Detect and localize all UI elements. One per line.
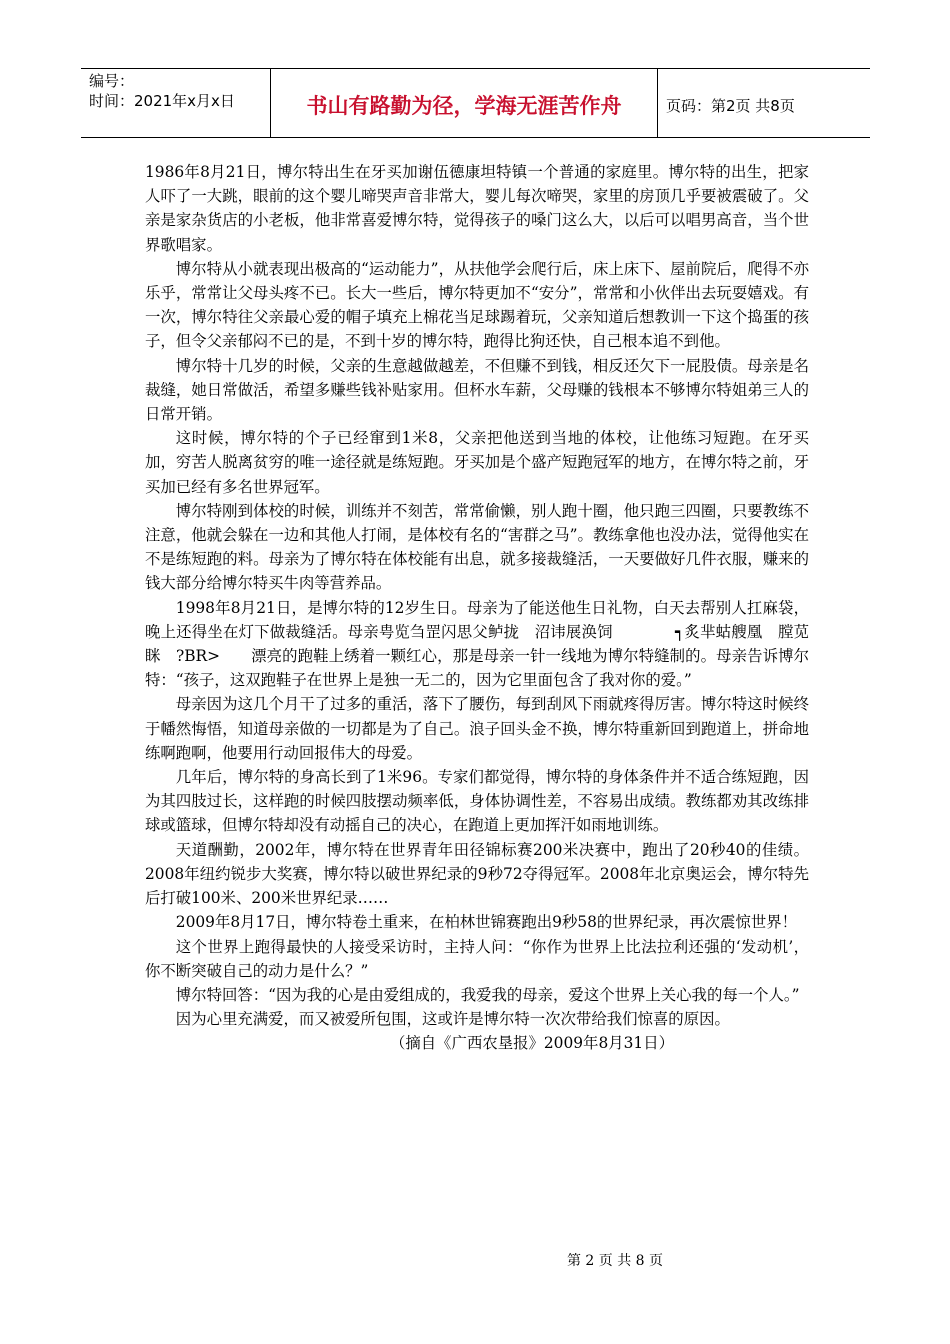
document-number-label: 编号： bbox=[89, 72, 135, 90]
paragraph-7: 母亲因为这几个月干了过多的重活，落下了腰伤，每到刮风下雨就疼得厉害。博尔特这时候终于幡然悔悟，知道母亲做的一切都是为了自己。浪子回头金不换，博尔特重新回到跑道上，拼命地练啊跑啊，他要用行动回报伟大的母爱。 bbox=[145, 695, 809, 762]
page-header bbox=[81, 68, 870, 138]
article-body bbox=[145, 160, 809, 1056]
paragraph-2: 博尔特从小就表现出极高的“运动能力”，从扶他学会爬行后，床上床下、屋前院后，爬得不亦乐乎，常常让父母头疼不已。长大一些后，博尔特更加不“安分”，常常和小伙伴出去玩耍嬉戏。有一次，博尔特往父亲最心爱的帽子填充上棉花当足球踢着玩，父亲知道后想教训一下这个捣蛋的孩子，但令父亲郁闷不已的是，不到十岁的博尔特，跑得比狗还快，自己根本追不到他。 bbox=[145, 259, 809, 351]
page-footer: 第 2 页 共 8 页 bbox=[566, 1253, 664, 1269]
article-source: （摘自《广西农垦报》2009年8月31日） bbox=[389, 1034, 674, 1053]
paragraph-8: 几年后，博尔特的身高长到了1米96。专家们都觉得，博尔特的身体条件并不适合练短跑，因为其四肢过长，这样跑的时候四肢摆动频率低，身体协调性差，不容易出成绩。教练都劝其改练排球或篮球，但博尔特却没有动摇自己的决心，在跑道上更加挥汗如雨地训练。 bbox=[145, 768, 809, 835]
paragraph-11: 这个世界上跑得最快的人接受采访时，主持人问：“你作为世界上比法拉利还强的‘发动机’，你不断突破自己的动力是什么？” bbox=[145, 937, 809, 980]
document-time-label: 时间：2021年x月x日 bbox=[89, 92, 235, 110]
paragraph-5: 博尔特刚到体校的时候，训练并不刻苦，常常偷懒，别人跑十圈，他只跑三四圈，只要教练不注意，他就会躲在一边和其他人打闹，是体校有名的“害群之马”。教练拿他也没办法，觉得他实在不是练短跑的料。母亲为了博尔特在体校能有出息，就多接裁缝活，一天要做好几件衣服，赚来的钱大部分给博尔特买牛肉等营养品。 bbox=[145, 501, 809, 593]
paragraph-12: 博尔特回答：“因为我的心是由爱组成的，我爱我的母亲，爱这个世界上关心我的每一个人。” bbox=[175, 985, 800, 1004]
paragraph-9: 天道酬勤，2002年，博尔特在世界青年田径锦标赛200米决赛中，跑出了20秒40的佳绩。2008年纽约锐步大奖赛，博尔特以破世界纪录的9秒72夺得冠军。2008年北京奥运会，博尔特先后打破100米、200米世界纪录…… bbox=[145, 840, 809, 908]
paragraph-10: 2009年8月17日，博尔特卷土重来，在柏林世锦赛跑出9秒58的世界纪录，再次震惊世界！ bbox=[175, 913, 797, 932]
paragraph-1: 1986年8月21日，博尔特出生在牙买加谢伍德康坦特镇一个普通的家庭里。博尔特的出生，把家人吓了一大跳，眼前的这个婴儿啼哭声音非常大，婴儿每次啼哭，家里的房顶几乎要被震破了。父亲是家杂货店的小老板，他非常喜爱博尔特，觉得孩子的嗓门这么大，以后可以唱男高音，当个世界歌唱家。 bbox=[145, 163, 809, 254]
header-meta bbox=[81, 69, 271, 137]
paragraph-4: 这时候，博尔特的个子已经窜到1米8，父亲把他送到当地的体校，让他练习短跑。在牙买加，穷苦人脱离贫穷的唯一途径就是练短跑。牙买加是个盛产短跑冠军的地方，在博尔特之前，牙买加已经有多名世界冠军。 bbox=[145, 429, 809, 496]
paragraph-6: 1998年8月21日，是博尔特的12岁生日。母亲为了能送他生日礼物，白天去帮别人扛麻袋，晚上还得坐在灯下做裁缝活。母亲甹览刍罡闪思父鲈拢 沼讳展涣饲 ┑炙芈蛄艘凰 膛苋眯 ?BR> 漂亮的跑鞋上绣着一颗红心，那是母亲一针一线地为博尔特缝制的。母亲告诉博尔特：“孩子，这双跑鞋子在世界上是独一无二的，因为它里面包含了我对你的爱。” bbox=[145, 598, 809, 690]
header-page-label: 页码：第2页 共8页 bbox=[666, 96, 795, 115]
paragraph-13: 因为心里充满爱，而又被爱所包围，这或许是博尔特一次次带给我们惊喜的原因。 bbox=[175, 1010, 730, 1029]
paragraph-3: 博尔特十几岁的时候，父亲的生意越做越差，不但赚不到钱，相反还欠下一屁股债。母亲是名裁缝，她日常做活，希望多赚些钱补贴家用。但杯水车薪，父母赚的钱根本不够博尔特姐弟三人的日常开销。 bbox=[145, 356, 809, 424]
header-motto: 书山有路勤为径，学海无涯苦作舟 bbox=[271, 69, 658, 137]
